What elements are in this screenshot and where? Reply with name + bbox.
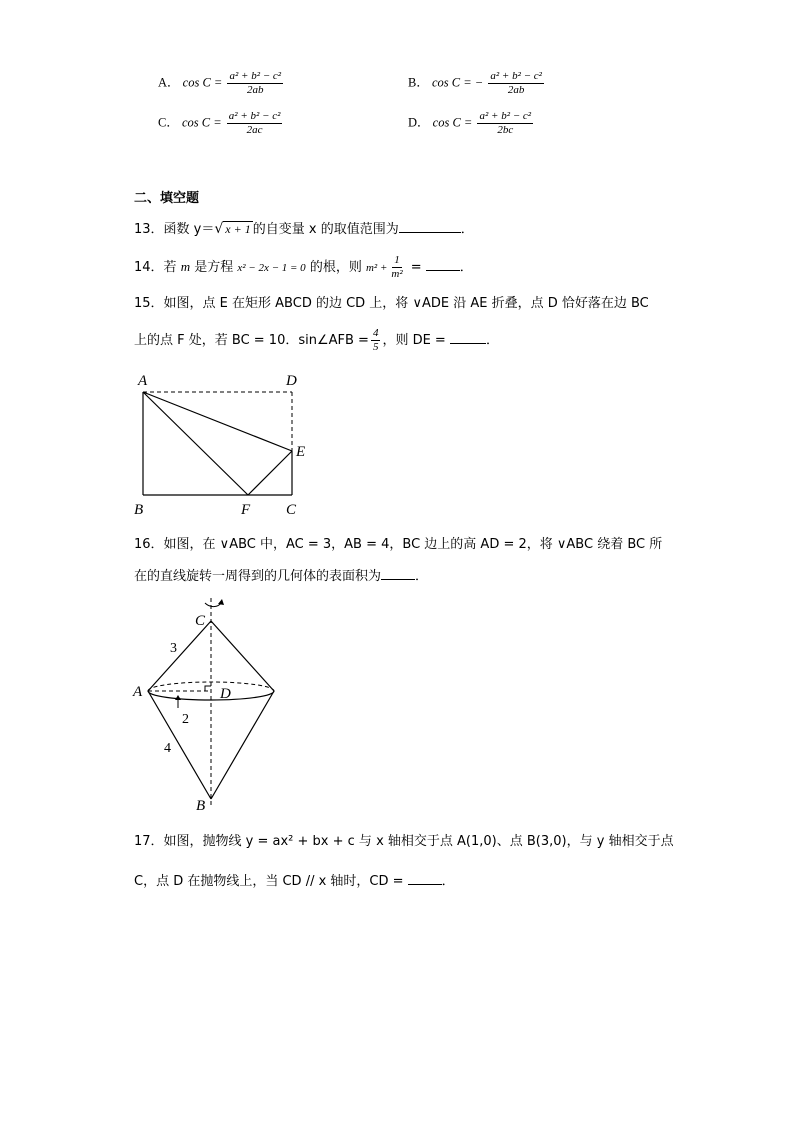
q14-equation: x² − 2x − 1 = 0 <box>237 262 306 274</box>
label-f: F <box>241 502 251 518</box>
q16-double-cone-figure <box>128 596 288 814</box>
segment-ae <box>143 392 292 451</box>
q16-answer-blank[interactable] <box>381 567 415 580</box>
q14-variable-m: m <box>180 259 191 274</box>
option-c-numerator: a² + b² − c² <box>228 110 281 122</box>
q13-answer-blank[interactable] <box>399 220 461 233</box>
q15-answer-blank[interactable] <box>450 331 486 344</box>
question-17-line2 <box>134 872 455 890</box>
q15-end: ． <box>485 333 499 348</box>
label-d: D <box>286 373 297 389</box>
q14-frac-numerator: 1 <box>394 254 400 266</box>
option-d-numerator: a² + b² − c² <box>479 110 532 122</box>
q13-prefix: 13．函数 y＝ <box>134 222 215 237</box>
option-a-denominator: 2ab <box>247 84 264 96</box>
question-17-line1: 17．如图，抛物线 y = ax² + bx + c 与 x 轴相交于点 A(1,0)、点 B(3,0)，与 y 轴相交于点 <box>134 834 674 849</box>
q13-suffix: 的自变量 x 的取值范围为 <box>252 222 399 237</box>
edge-c-right <box>211 621 274 691</box>
option-c-label: C． <box>158 115 179 130</box>
label-length-3: 3 <box>170 641 177 656</box>
q16-line2-text: 在的直线旋转一周得到的几何体的表面积为 <box>134 569 382 584</box>
option-a-numerator: a² + b² − c² <box>229 70 282 82</box>
q17-answer-blank[interactable] <box>408 872 442 885</box>
question-14 <box>134 252 473 283</box>
option-b-label: B． <box>408 75 429 90</box>
option-c-denominator: 2ac <box>246 124 263 136</box>
option-b-numerator: a² + b² − c² <box>490 70 542 82</box>
option-c <box>158 110 284 137</box>
q14-mid1: 是方程 <box>190 260 238 275</box>
edge-b-right <box>211 691 274 799</box>
label-a: A <box>138 373 148 389</box>
label-c: C <box>195 613 206 629</box>
question-13 <box>134 220 474 238</box>
label-length-2: 2 <box>182 712 189 727</box>
q14-mid2: 的根，则 <box>305 260 366 275</box>
option-a-label: A． <box>158 75 180 90</box>
label-d: D <box>220 686 231 702</box>
q14-frac-denominator: m² <box>391 268 403 280</box>
q14-equals: = <box>406 260 426 275</box>
section-heading: 二、填空题 <box>134 191 200 206</box>
label-c: C <box>286 502 297 518</box>
q15-rectangle-figure <box>130 368 310 518</box>
q15-frac-numerator: 4 <box>372 327 379 339</box>
option-b-lhs: cos C = − <box>431 75 484 90</box>
question-15-line1: 15．如图，点 E 在矩形 ABCD 的边 CD 上，将 ∨ADE 沿 AE 折叠，点 D 恰好落在边 BC <box>134 296 649 311</box>
label-b: B <box>196 798 206 814</box>
option-c-lhs: cos C = <box>181 115 222 130</box>
q14-prefix: 14．若 <box>134 260 181 275</box>
edge-ab <box>148 691 211 799</box>
rotation-arrowhead-icon <box>218 599 224 605</box>
right-angle-mark <box>205 686 211 691</box>
q13-end: ． <box>460 222 474 237</box>
q14-expression: m² + <box>365 262 388 274</box>
option-b-denominator: 2ab <box>507 84 525 96</box>
q15-line2-prefix: 上的点 F 处，若 BC = 10．sin∠AFB = <box>134 333 369 348</box>
edge-ca <box>148 621 211 691</box>
q14-answer-blank[interactable] <box>426 258 460 271</box>
label-b: B <box>134 502 144 518</box>
option-d-label: D． <box>408 115 430 130</box>
question-15-line2 <box>134 326 499 356</box>
option-b-fraction <box>488 70 544 97</box>
label-length-4: 4 <box>164 741 171 756</box>
q13-sqrt-body: x + 1 <box>225 222 251 236</box>
option-a-lhs: cos C = <box>182 75 223 90</box>
q17-end: ． <box>441 874 455 889</box>
question-16-line2 <box>134 567 428 585</box>
option-b <box>408 70 546 97</box>
label-e: E <box>296 444 306 460</box>
q13-sqrt-sign: √ <box>214 221 224 237</box>
label-a: A <box>133 684 143 700</box>
option-d-lhs: cos C = <box>432 115 473 130</box>
option-c-fraction <box>227 110 283 137</box>
q15-line2-suffix: ，则 DE = <box>382 333 450 348</box>
q14-end: ． <box>459 260 473 275</box>
segment-af <box>143 392 248 495</box>
question-16-line1: 16．如图，在 ∨ABC 中，AC = 3，AB = 4，BC 边上的高 AD = 2，将 ∨ABC 绕着 BC 所 <box>134 537 663 552</box>
q15-frac-denominator: 5 <box>372 341 379 353</box>
option-a <box>158 70 285 97</box>
segment-fe <box>248 451 292 495</box>
option-a-fraction <box>227 70 283 97</box>
option-d-denominator: 2bc <box>497 124 514 136</box>
option-d-fraction <box>477 110 533 137</box>
q15-fraction <box>371 327 381 354</box>
height-arrowhead-icon <box>175 695 181 700</box>
q16-end: ． <box>415 569 429 584</box>
q17-line2-text: C，点 D 在抛物线上，当 CD // x 轴时，CD = <box>134 874 408 889</box>
option-d <box>408 110 535 137</box>
q14-fraction <box>389 254 404 281</box>
